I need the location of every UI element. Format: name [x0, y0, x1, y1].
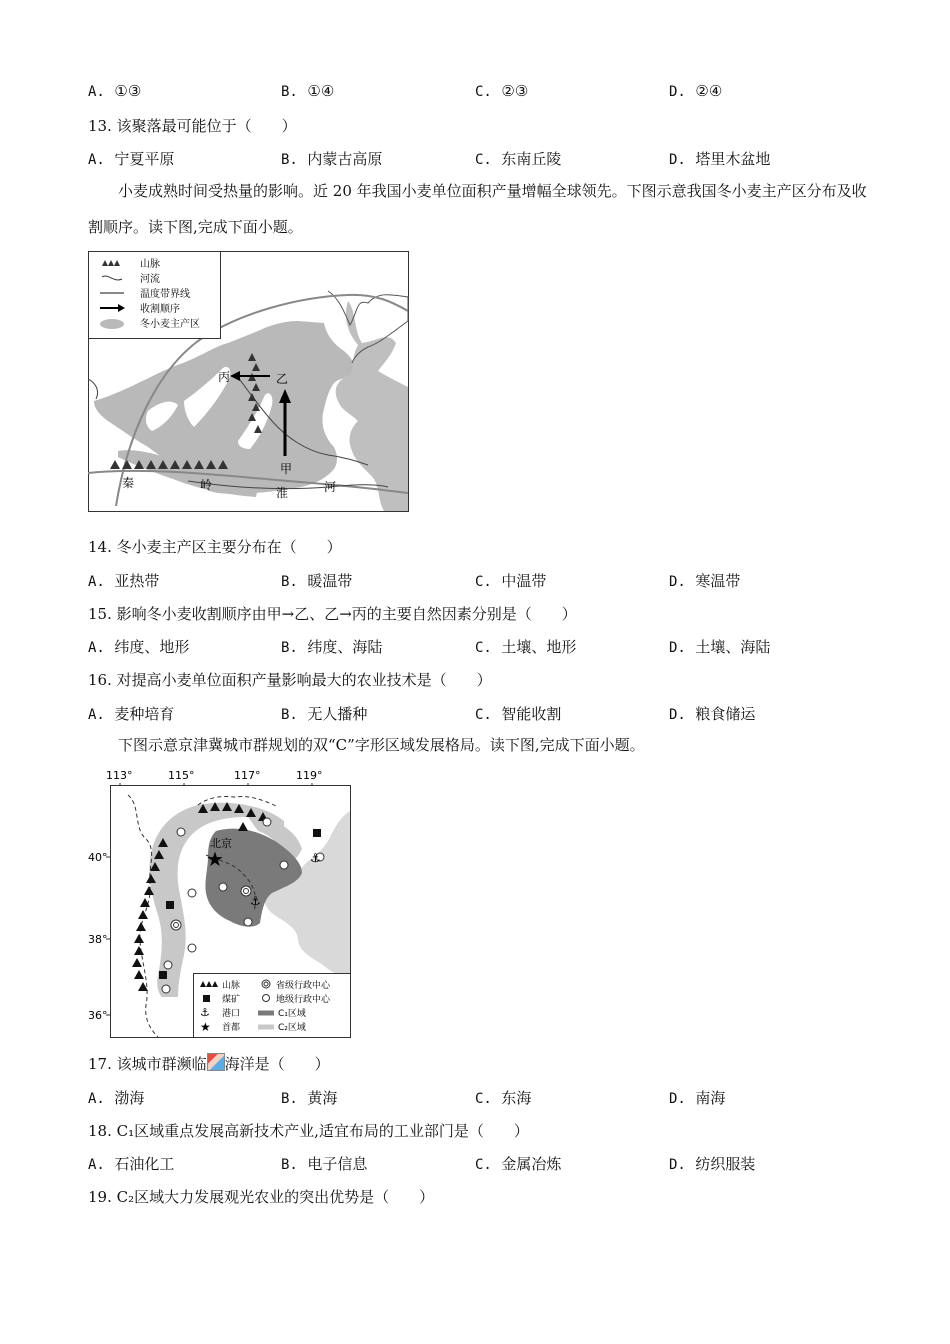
- q17-option-a: 渤海: [114, 1089, 145, 1107]
- port-icon: ⚓: [310, 851, 321, 865]
- option-letter: D.: [669, 1091, 686, 1107]
- label-bing: 丙: [218, 370, 231, 384]
- q14-option-b: 暖温带: [307, 572, 353, 590]
- legend-c2: C₂区域: [278, 1023, 306, 1033]
- passage-wheat: 小麦成熟时间受热量的影响。近 20 年我国小麦单位面积产量增幅全球领先。下图示意我国冬小麦主产区分布及收割顺序。读下图,完成下面小题。: [88, 182, 867, 236]
- q15-option-b: 纬度、海陆: [307, 638, 383, 656]
- coal-icon: [203, 995, 210, 1002]
- q14-option-d: 寒温带: [695, 572, 741, 590]
- label-jia: 甲: [280, 462, 293, 476]
- option-letter: B.: [281, 152, 298, 168]
- q18-stem: 18. C₁区域重点发展高新技术产业,适宜布局的工业部门是（ ）: [88, 1122, 529, 1140]
- q16-option-d: 粮食储运: [695, 705, 756, 723]
- wheat-map: [88, 251, 409, 512]
- option-letter: D.: [669, 707, 686, 723]
- option-letter: B.: [281, 707, 298, 723]
- embedded-image-icon: [207, 1053, 225, 1071]
- capital-star-icon: ★: [200, 1020, 211, 1034]
- option-letter: C.: [475, 1091, 492, 1107]
- q18-option-c: 金属冶炼: [501, 1155, 562, 1173]
- q16-option-a: 麦种培育: [114, 705, 175, 723]
- jjj-map: [88, 765, 358, 1040]
- lon-115: 115°: [168, 769, 195, 782]
- option-letter: A.: [88, 1091, 105, 1107]
- q16-stem: 16. 对提高小麦单位面积产量影响最大的农业技术是（ ）: [88, 671, 492, 689]
- option-letter: D.: [669, 640, 686, 656]
- legend-coal: 煤矿: [222, 995, 241, 1005]
- label-qin: 秦: [122, 476, 135, 490]
- q12-option-d: ②④: [695, 82, 723, 100]
- q17-option-c: 东海: [501, 1089, 532, 1107]
- option-letter: D.: [669, 574, 686, 590]
- legend-harvest: 收割顺序: [140, 304, 180, 315]
- q13-option-a: 宁夏平原: [114, 150, 175, 168]
- q13-options: [88, 148, 868, 170]
- q14-options: [88, 570, 868, 592]
- legend-area: 冬小麦主产区: [140, 319, 200, 330]
- q15-options: [88, 636, 868, 658]
- q17-stem-b: 海洋是（ ）: [224, 1055, 330, 1073]
- production-area-icon: [100, 319, 124, 329]
- legend-c1: C₁区域: [278, 1009, 306, 1019]
- option-letter: D.: [669, 152, 686, 168]
- label-beijing: 北京: [210, 837, 232, 850]
- capital-star-icon: ★: [206, 847, 224, 871]
- q17-option-d: 南海: [695, 1089, 726, 1107]
- option-letter: C.: [475, 152, 492, 168]
- q17-stem: [88, 1053, 330, 1074]
- q12-option-a: ①③: [114, 82, 142, 100]
- option-letter: D.: [669, 84, 686, 100]
- option-letter: A.: [88, 152, 105, 168]
- q15-stem: 15. 影响冬小麦收割顺序由甲→乙、乙→丙的主要自然因素分别是（ ）: [88, 605, 577, 623]
- option-letter: B.: [281, 1091, 298, 1107]
- map2-legend: [194, 974, 351, 1038]
- q16-option-c: 智能收割: [501, 705, 562, 723]
- option-letter: A.: [88, 1157, 105, 1173]
- mountain-icon: [102, 260, 120, 266]
- option-letter: A.: [88, 574, 105, 590]
- q18-option-d: 纺织服装: [695, 1155, 756, 1173]
- option-letter: B.: [281, 574, 298, 590]
- option-letter: B.: [281, 84, 298, 100]
- legend-mountain: 山脉: [140, 259, 160, 270]
- passage-jjj: 下图示意京津冀城市群规划的双“C”字形区域发展格局。读下图,完成下面小题。: [118, 736, 645, 754]
- map1-legend: [89, 252, 221, 339]
- q18-option-a: 石油化工: [114, 1155, 175, 1173]
- q17-stem-a: 17. 该城市群濒临: [88, 1055, 207, 1073]
- lat-40: 40°: [88, 851, 108, 864]
- option-letter: C.: [475, 1157, 492, 1173]
- option-letter: C.: [475, 574, 492, 590]
- lon-117: 117°: [234, 769, 261, 782]
- port-icon: ⚓: [200, 1006, 210, 1019]
- q13-option-c: 东南丘陵: [501, 150, 562, 168]
- q15-option-c: 土壤、地形: [501, 638, 577, 656]
- prefecture-center-icon: [263, 995, 270, 1002]
- label-he: 河: [324, 480, 337, 494]
- label-huai: 淮: [276, 486, 289, 500]
- lon-113: 113°: [106, 769, 133, 782]
- legend-belt: 温度带界线: [140, 289, 190, 300]
- legend-prefecture: 地级行政中心: [276, 995, 331, 1005]
- q14-option-a: 亚热带: [114, 572, 160, 590]
- port-icon: ⚓: [250, 894, 261, 908]
- option-letter: A.: [88, 84, 105, 100]
- q12-option-b: ①④: [307, 82, 335, 100]
- q16-options: [88, 703, 868, 725]
- q17-option-b: 黄海: [307, 1089, 338, 1107]
- q13-option-b: 内蒙古高原: [307, 150, 383, 168]
- q15-option-a: 纬度、地形: [114, 638, 190, 656]
- option-letter: B.: [281, 1157, 298, 1173]
- option-letter: B.: [281, 640, 298, 656]
- option-letter: D.: [669, 1157, 686, 1173]
- option-letter: C.: [475, 84, 492, 100]
- q16-option-b: 无人播种: [307, 705, 368, 723]
- label-ling: 岭: [200, 478, 213, 492]
- q15-option-d: 土壤、海陆: [695, 638, 771, 656]
- legend-capital: 首都: [222, 1023, 241, 1033]
- q14-option-c: 中温带: [501, 572, 547, 590]
- legend-mountain: 山脉: [222, 981, 241, 991]
- q12-option-c: ②③: [501, 82, 529, 100]
- q13-stem: 13. 该聚落最可能位于（ ）: [88, 117, 297, 135]
- legend-provincial: 省级行政中心: [276, 981, 331, 991]
- legend-port: 港口: [222, 1009, 241, 1019]
- lat-36: 36°: [88, 1009, 108, 1022]
- q18-options: [88, 1153, 868, 1175]
- q12-options: [88, 82, 868, 104]
- q18-option-b: 电子信息: [307, 1155, 368, 1173]
- q14-stem: 14. 冬小麦主产区主要分布在（ ）: [88, 538, 342, 556]
- label-yi: 乙: [276, 372, 289, 386]
- mountain-icon: [200, 981, 218, 987]
- lat-38: 38°: [88, 933, 108, 946]
- q19-stem: 19. C₂区域大力发展观光农业的突出优势是（ ）: [88, 1188, 435, 1206]
- option-letter: C.: [475, 640, 492, 656]
- legend-river: 河流: [140, 274, 160, 285]
- option-letter: A.: [88, 707, 105, 723]
- option-letter: A.: [88, 640, 105, 656]
- option-letter: C.: [475, 707, 492, 723]
- q17-options: [88, 1087, 868, 1109]
- lon-119: 119°: [296, 769, 323, 782]
- q13-option-d: 塔里木盆地: [695, 150, 771, 168]
